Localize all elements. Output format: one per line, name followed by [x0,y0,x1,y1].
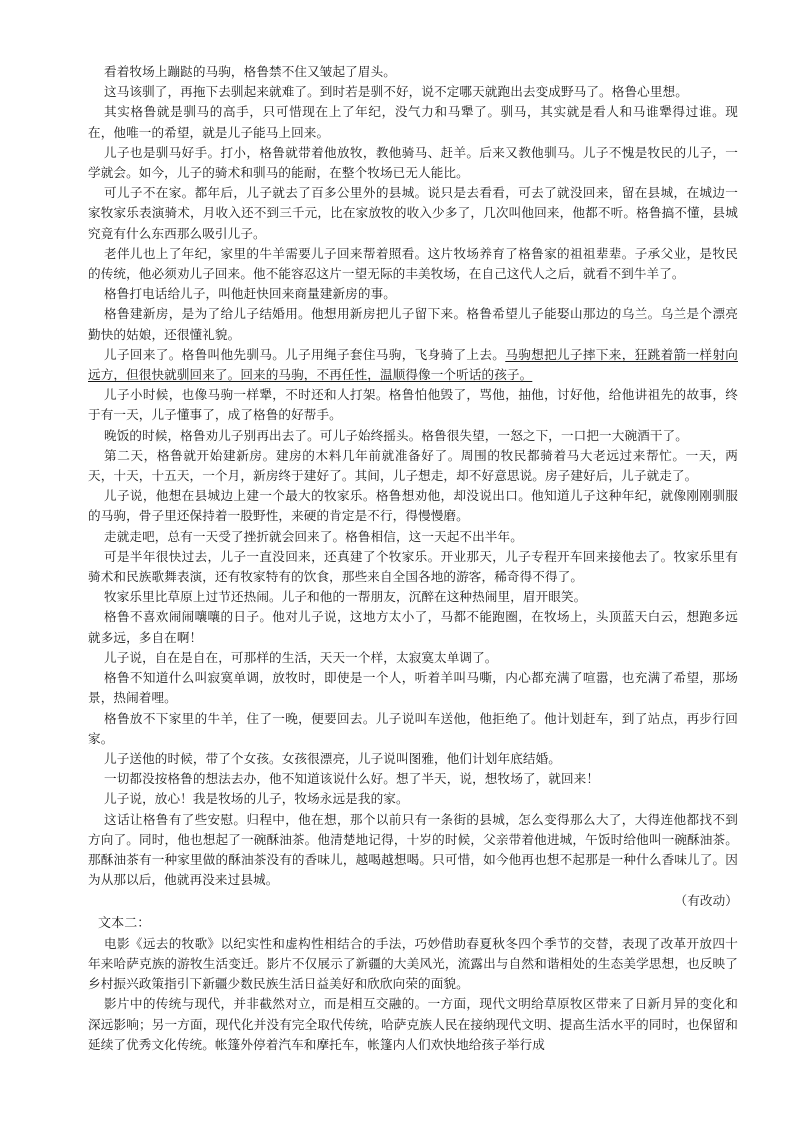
text-two [88,914,738,1055]
paragraph: 儿子小时候，也像马驹一样犟，不时还和人打架。格鲁怕他毁了，骂他，抽他，讨好他，给他讲祖先的故事，终于有一天，儿子懂事了，成了格鲁的好帮手。 [88,387,738,423]
paragraph: 儿子说，他想在县城边上建一个最大的牧家乐。格鲁想劝他，却没说出口。他知道儿子这种年纪，就像刚刚驯服的马驹，骨子里还保持着一股野性，来硬的肯定是不行，得慢慢磨。 [88,488,738,524]
plain-sentence: 儿子回来了。格鲁叫他先驯马。儿子用绳子套住马驹，飞身骑了上去。 [104,346,506,362]
paragraph: 格鲁打电话给儿子，叫他赶快回来商量建新房的事。 [104,286,396,302]
paragraph: 其实格鲁就是驯马的高手，只可惜现在上了年纪，没气力和马犟了。驯马，其实就是看人和马谁犟得过谁。现在，他唯一的希望，就是儿子能马上回来。 [88,104,738,140]
text-one [88,62,738,912]
paragraph: 看着牧场上蹦跶的马驹，格鲁禁不住又皱起了眉头。 [104,64,396,79]
paragraph: 老伴儿也上了年纪，家里的牛羊需要儿子回来帮着照看。这片牧场养育了格鲁家的祖祖辈辈。子承父业，是牧民的传统，他必须劝儿子回来。他不能容忍这片一望无际的丰美牧场，在自己这代人之后，就看不到牛羊了。 [88,245,738,282]
paragraph: 一切都没按格鲁的想法去办，他不知道该说什么好。想了半天，说，想牧场了，就回来！ [104,771,600,787]
paragraph: 第二天，格鲁就开始建新房。建房的木料几年前就准备好了。周围的牧民都骑着马大老远过来帮忙。一天，两天，十天，十五天，一个月，新房终于建好了。其间，儿子想走，却不好意思说。房子建好后，儿子就走了。 [88,447,738,484]
paragraph: 儿子说，自在是自在，可那样的生活，天天一个样，太寂寞太单调了。 [104,649,498,665]
paragraph: 这话让格鲁有了些安慰。归程中，他在想，那个以前只有一条街的县城，怎么变得那么大了，大得连他都找不到方向了。同时，他也想起了一碗酥油茶。他清楚地记得，十岁的时候，父亲带着他进城，午饭时给他叫一碗酥油茶。那酥油茶有一种家里做的酥油茶没有的香味儿，越喝越想喝。只可惜，如今他再也想不起那是一种什么香味儿了。因为从那以后，他就再没来过县城。 [88,811,738,888]
paragraph-with-underline [88,345,738,385]
attribution-note: （有改动） [674,893,738,909]
paragraph: 影片中的传统与现代，并非截然对立，而是相互交融的。一方面，现代文明给草原牧区带来了日新月异的变化和深远影响；另一方面，现代化并没有完全取代传统，哈萨克族人民在接纳现代文明、提高生活水平的同时，也保留和延续了优秀文化传统。帐篷外停着汽车和摩托车，帐篷内人们欢快地给孩子举行成 [88,996,738,1052]
paragraph: 可是半年很快过去，儿子一直没回来，还真建了个牧家乐。开业那天，儿子专程开车回来接他去了。牧家乐里有骑术和民族歌舞表演，还有牧家特有的饮食，那些来自全国各地的游客，稀奇得不得了。 [88,548,738,585]
paragraph: 格鲁放不下家里的牛羊，住了一晚，便要回去。儿子说叫车送他，他拒绝了。他计划赶车，到了站点，再步行回家。 [88,710,738,746]
paragraph: 走就走吧，总有一天受了挫折就会回来了。格鲁相信，这一天起不出半年。 [104,528,523,544]
paragraph: 电影《远去的牧歌》以纪实性和虚构性相结合的手法，巧妙借助春夏秋冬四个季节的交替，表现了改革开放四十年来哈萨克族的游牧生活变迁。影片不仅展示了新疆的大美风光，流露出与自然和谐相处的生态美学思想，也反映了乡村振兴政策指引下新疆少数民族生活日益美好和欣欣向荣的面貌。 [88,935,738,992]
paragraph: 格鲁不知道什么叫寂寞单调，放牧时，即使是一个人，听着羊叫马嘶，内心都充满了喧嚣，也充满了希望，那场景，热闹着哩。 [88,670,738,706]
paragraph: 晚饭的时候，格鲁劝儿子别再出去了。可儿子始终摇头。格鲁很失望，一怒之下，一口把一大碗酒干了。 [104,427,688,443]
paragraph: 儿子也是驯马好手。打小，格鲁就带着他放牧，教他骑马、赶羊。后来又教他驯马。儿子不愧是牧民的儿子，一学就会。如今，儿子的骑术和驯马的能耐，在整个牧场已无人能比。 [88,144,738,181]
paragraph: 牧家乐里比草原上过节还热闹。儿子和他的一帮朋友，沉醉在这种热闹里，眉开眼笑。 [104,589,587,605]
paragraph: 儿子说，放心！我是牧场的儿子，牧场永远是我的家。 [104,791,409,807]
paragraph: 格鲁建新房，是为了给儿子结婚用。他想用新房把儿子留下来。格鲁希望儿子能娶山那边的乌兰。乌兰是个漂亮勤快的姑娘，还很懂礼貌。 [88,306,738,342]
paragraph: 儿子送他的时候，带了个女孩。女孩很漂亮，儿子说叫图雅，他们计划年底结婚。 [104,750,561,766]
paragraph: 这马该驯了，再拖下去驯起来就难了。到时若是驯不好，说不定哪天就跑出去变成野马了。格鲁心里想。 [104,84,688,100]
paragraph: 可儿子不在家。都年后，儿子就去了百多公里外的县城。说只是去看看，可去了就没回来，留在县城，在城边一家牧家乐表演骑术，月收入还不到三千元，比在家放牧的收入少多了，几次叫他回来，他都不听。格鲁搞不懂，县城究竟有什么东西那么吸引儿子。 [88,185,738,241]
section-heading: 文本二： [98,915,151,931]
underlined-sentence: 马驹想把儿子摔下来，狂跳着箭一样射向远方，但很快就驯回来了。回来的马驹，不再任性，温顺得像一个听话的孩子。 [88,346,738,383]
paragraph: 格鲁不喜欢闹闹嚷嚷的日子。他对儿子说，这地方太小了，马都不能跑圈，在牧场上，头顶蓝天白云，想跑多远就多远，多自在啊！ [88,609,738,645]
document-page [88,62,738,1055]
